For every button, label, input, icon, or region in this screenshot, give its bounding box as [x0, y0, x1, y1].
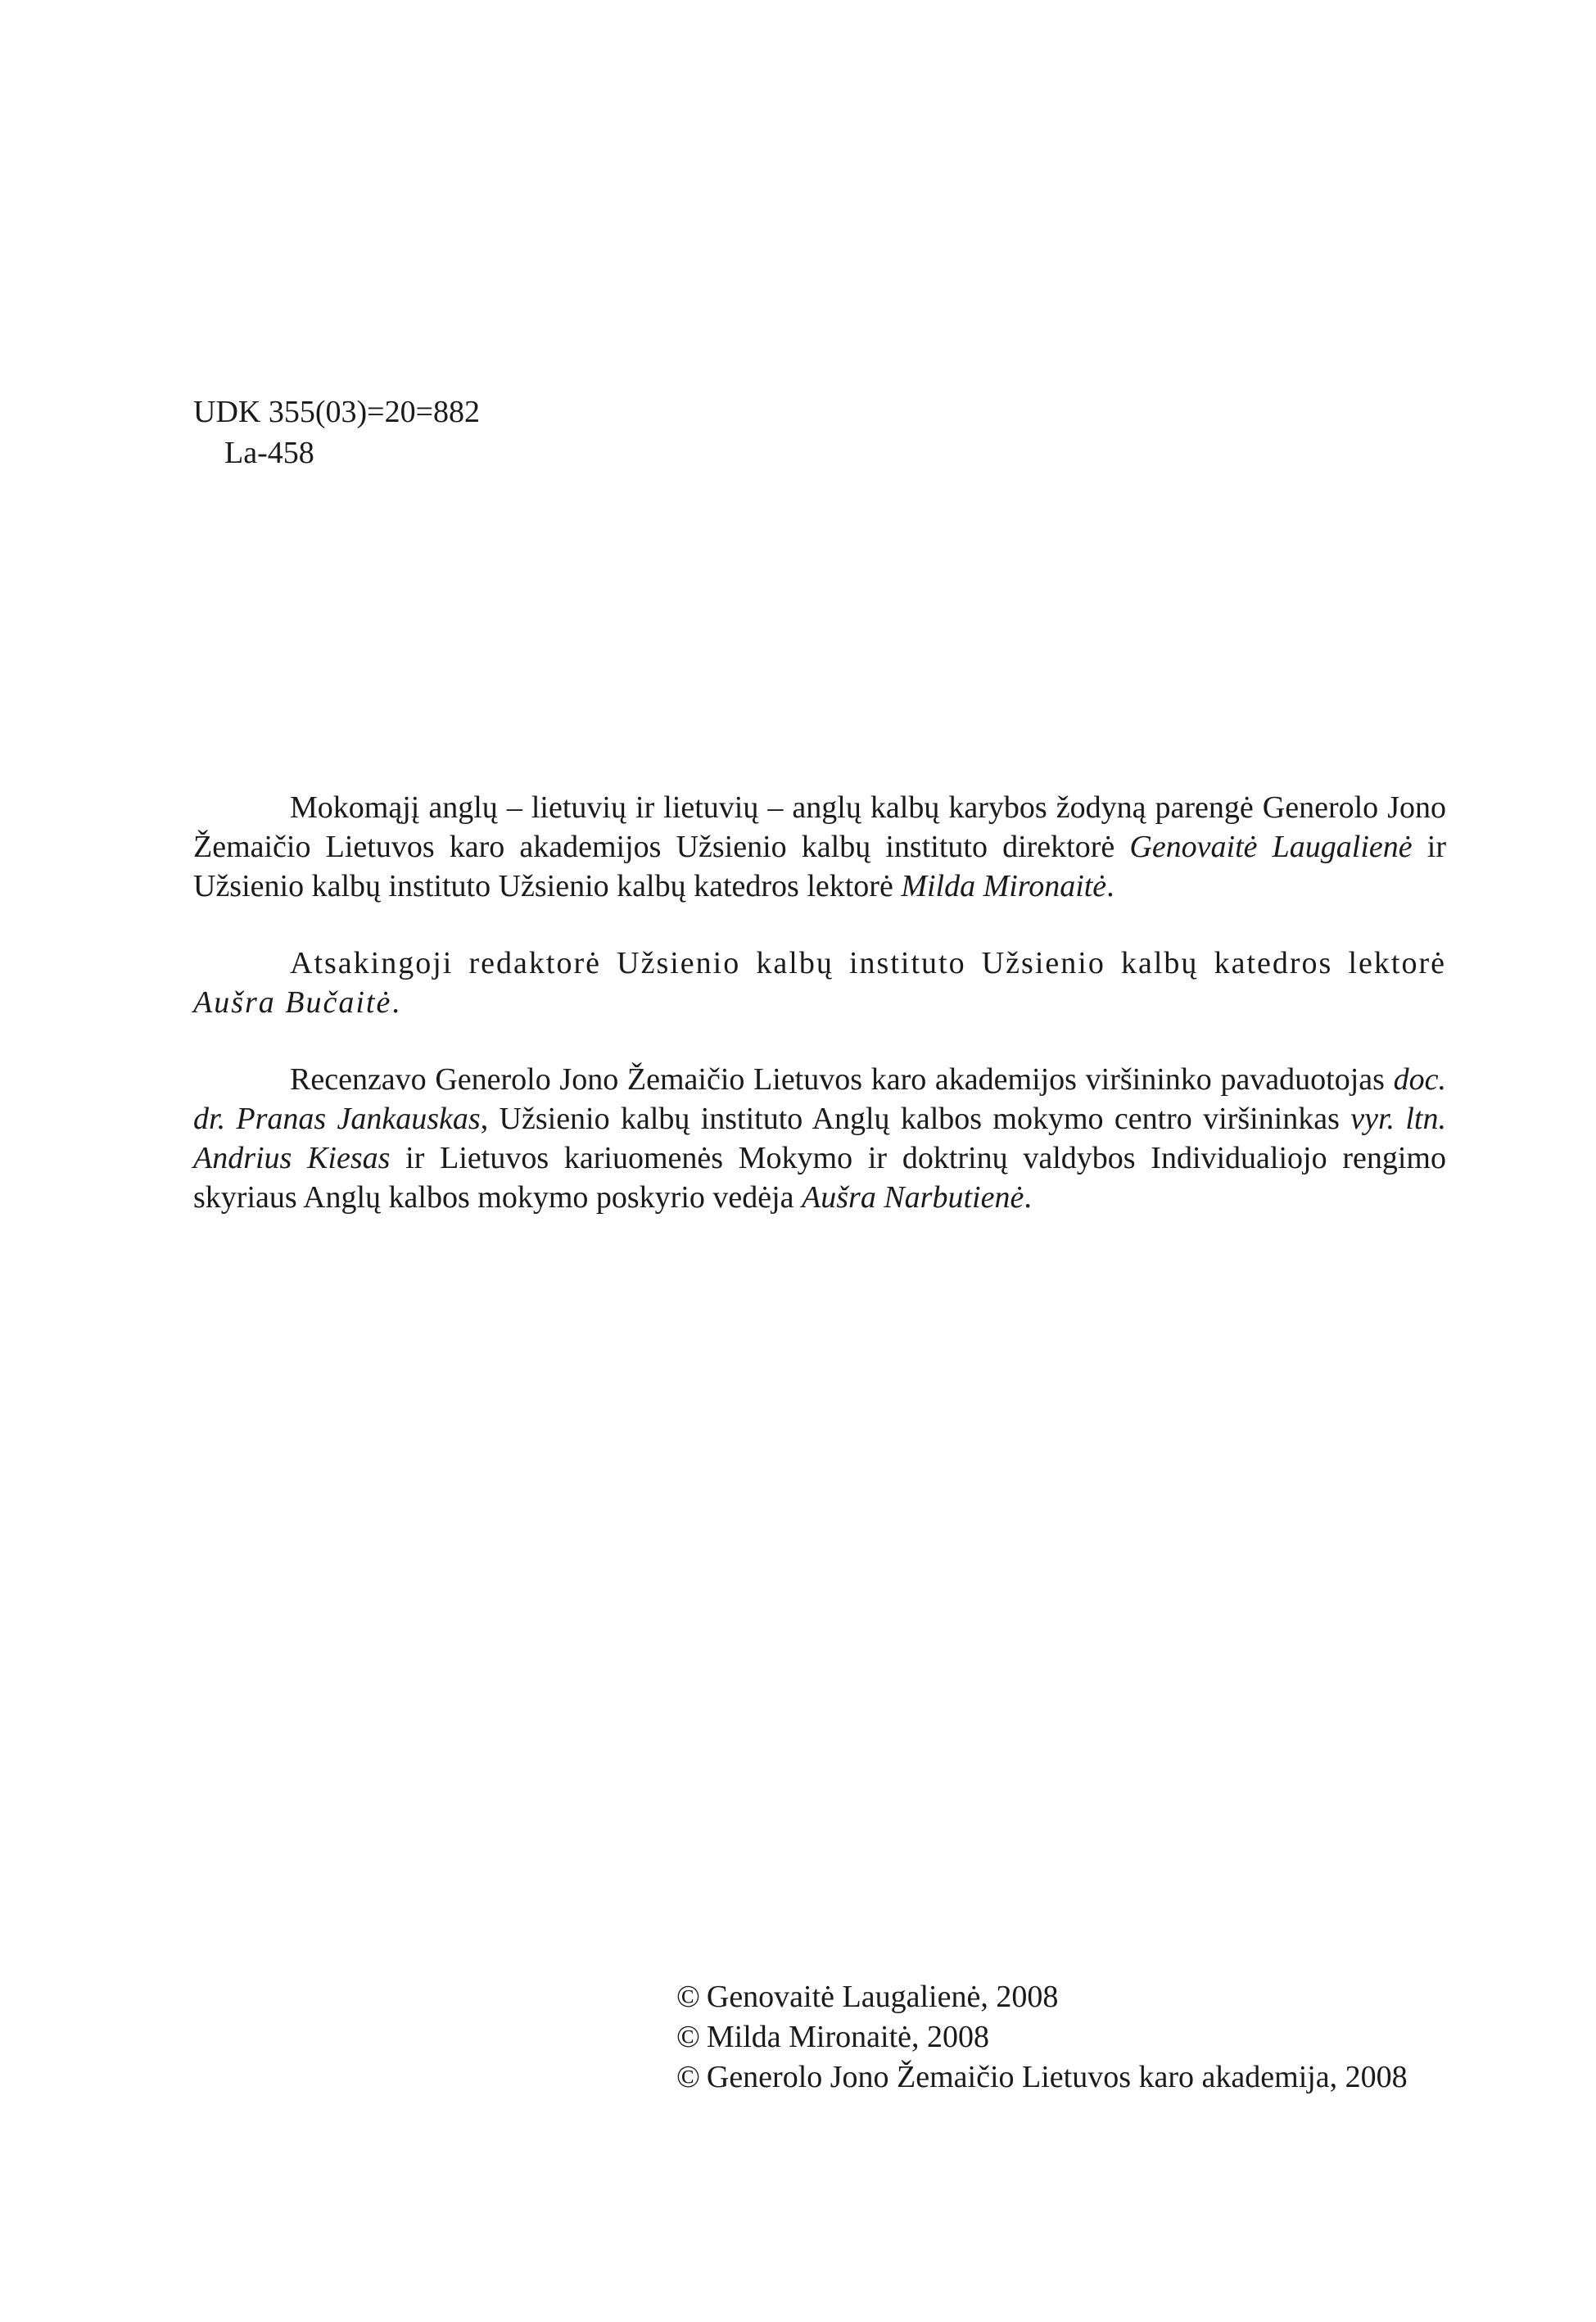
reviewers-text-1: Recenzavo Generolo Jono Žemaičio Lietuvos karo akademijos viršininko pavaduotojas — [290, 1062, 1394, 1097]
editor-paragraph — [193, 944, 1446, 1022]
copyright-block — [676, 1977, 1408, 2098]
prepared-text-2: ir Užsienio kalbų instituto Užsienio kalbų katedros lektorė — [193, 830, 1447, 903]
reviewers-paragraph — [193, 1060, 1446, 1217]
credits-block — [193, 788, 1446, 1255]
reviewer-name-2: vyr. ltn. Andrius Kiesas — [193, 1102, 1446, 1175]
prepared-end: . — [1106, 869, 1114, 903]
editor-text: Atsakingoji redaktorė Užsienio kalbų instituto Užsienio kalbų katedros lektorė — [290, 946, 1446, 980]
prepared-text-1: Mokomąjį anglų – lietuvių ir lietuvių – anglų kalbų karybos žodyną parengė Generolo Jono Žemaičio Lietuvos karo akademijos Užsienio kalbų instituto direktorė — [193, 790, 1446, 864]
author-name-2: Milda Mironaitė — [901, 869, 1107, 903]
copyright-line — [676, 2017, 1408, 2057]
prepared-by-paragraph — [193, 788, 1446, 906]
udk-code: UDK 355(03)=20=882 — [193, 395, 480, 429]
copyright-icon: © — [676, 2060, 700, 2094]
editor-end: . — [391, 985, 401, 1020]
udk-block — [193, 392, 480, 473]
reviewers-text-3: ir Lietuvos kariuomenės Mokymo ir doktrinų valdybos Individualiojo rengimo skyriaus Anglų kalbos mokymo poskyrio vedėja — [193, 1141, 1446, 1215]
reviewers-end: . — [1024, 1180, 1032, 1215]
copyright-line — [676, 2057, 1408, 2098]
copyright-text: Genovaitė Laugalienė, 2008 — [706, 1980, 1059, 2014]
author-name-1: Genovaitė Laugalienė — [1129, 830, 1413, 864]
reviewer-name-1: doc. dr. Pranas Jankauskas — [193, 1062, 1446, 1136]
udk-index: La-458 — [224, 436, 314, 470]
copyright-icon: © — [676, 2020, 700, 2054]
editor-name: Aušra Bučaitė — [193, 985, 392, 1020]
copyright-text: Milda Mironaitė, 2008 — [706, 2020, 989, 2054]
copyright-line — [676, 1977, 1408, 2017]
copyright-icon: © — [676, 1980, 700, 2014]
reviewer-name-3: Aušra Narbutienė — [802, 1180, 1024, 1215]
copyright-text: Generolo Jono Žemaičio Lietuvos karo akademija, 2008 — [706, 2060, 1408, 2094]
reviewers-text-2: , Užsienio kalbų instituto Anglų kalbos mokymo centro viršininkas — [480, 1102, 1351, 1136]
